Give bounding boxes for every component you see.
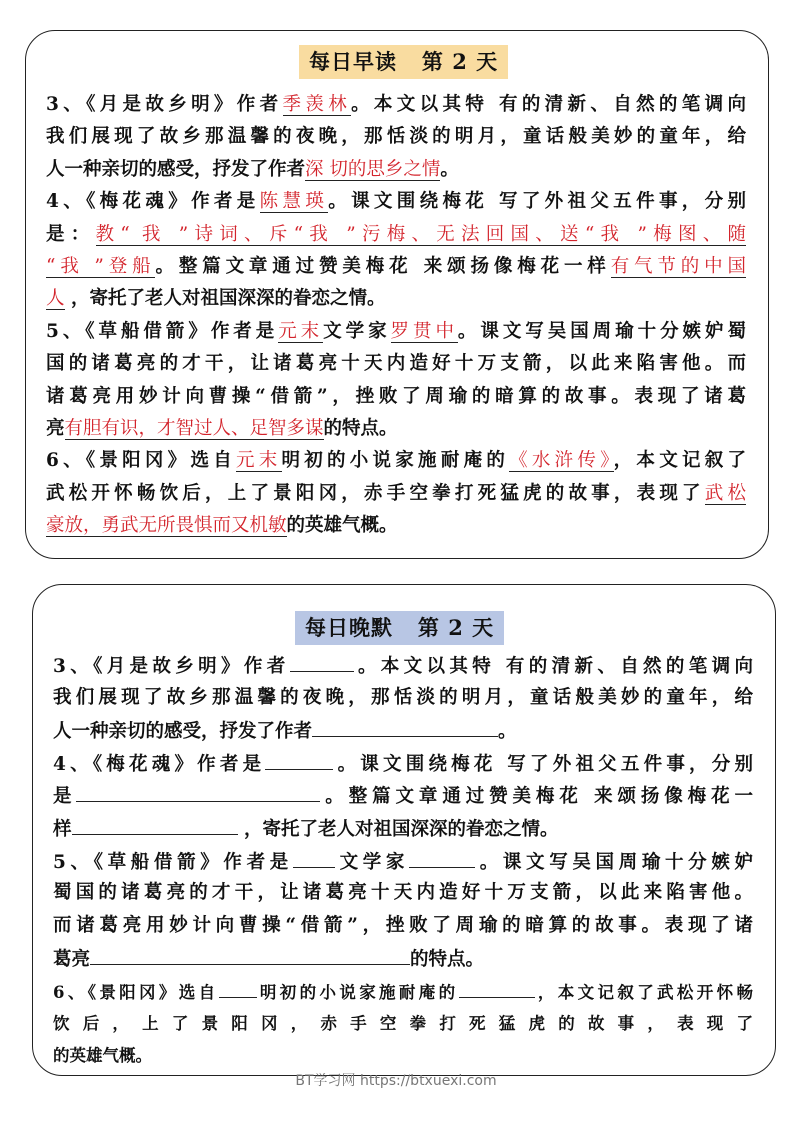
text: 。整篇文章通过赞美梅花 来颂扬像梅花一 <box>320 786 753 808</box>
text: 。整篇文章通过赞美梅花 来颂扬像梅花一样 <box>155 255 611 277</box>
answer-blank[interactable] <box>219 975 257 998</box>
morning-title: 每日早读 第 2 天 <box>299 45 508 79</box>
answer: 陈慧瑛 <box>259 191 329 213</box>
item-6 <box>46 445 746 542</box>
text: 。本文以其特 有的清新、自然的笔调向 <box>353 656 753 677</box>
text: 明初的小说家施耐庵的 <box>281 450 510 472</box>
item-4 <box>53 747 753 845</box>
answer: 豪放，勇武无所畏惧而又机敏 <box>46 515 287 537</box>
answer: 元末 <box>278 320 324 342</box>
text: ，本文记叙了 <box>613 450 746 472</box>
answer: 深 切的思乡之情 <box>305 158 441 180</box>
answer: 元末 <box>235 450 282 472</box>
text: 武松开怀畅饮后，上了景阳冈，赤手空拳打死猛虎的故事，表现了 <box>46 482 705 504</box>
text: 人一种亲切的感受，抒发了作者 <box>46 158 306 180</box>
answer-blank[interactable] <box>312 714 498 737</box>
text: 国的诸葛亮的才干，让诸葛亮十天内造好十万支箭，以此来陷害他。而 <box>46 353 746 375</box>
text: 4、《梅花魂》作者是 <box>46 191 260 213</box>
answer-blank[interactable] <box>290 649 354 672</box>
text: 蜀国的诸葛亮的才干，让诸葛亮十天内造好十万支箭，以此来陷害他。 <box>53 882 753 904</box>
evening-content <box>53 649 753 1073</box>
answer-blank[interactable] <box>293 845 335 868</box>
text: ，本文记叙了武松开怀畅 <box>534 982 754 1002</box>
text: 葛亮 <box>53 949 91 971</box>
text: 人一种亲切的感受，抒发了作者 <box>53 721 313 743</box>
text: 明初的小说家施耐庵的 <box>256 982 459 1002</box>
text: 诸葛亮用妙计向曹操“借箭”，挫败了周瑜的暗算的故事。表现了诸葛 <box>46 385 746 407</box>
text: 我们展现了故乡那温馨的夜晚，那恬淡的明月，童话般美妙的童年，给 <box>46 126 746 148</box>
text: 5、《草船借箭》作者是 <box>46 320 279 342</box>
text: 是： <box>46 223 96 245</box>
text: ，寄托了老人对祖国深深的眷恋之情。 <box>64 288 386 310</box>
answer: 有胆有识，才智过人、足智多谋 <box>64 417 324 439</box>
text: 的英雄气概。 <box>286 515 398 537</box>
text: 的英雄气概。 <box>53 1046 152 1066</box>
item-5 <box>53 845 753 975</box>
text: ，寄托了老人对祖国深深的眷恋之情。 <box>237 818 559 840</box>
item-5 <box>46 316 746 446</box>
text: 的特点。 <box>323 417 398 439</box>
item-3 <box>53 649 753 747</box>
text: 。课文围绕梅花 写了外祖父五件事，分别 <box>328 191 746 213</box>
text: 而诸葛亮用妙计向曹操“借箭”，挫败了周瑜的暗算的故事。表现了诸 <box>53 914 753 936</box>
text: 。课文写吴国周瑜十分嫉妒蜀 <box>457 320 746 342</box>
answer: 《水浒传》 <box>509 450 614 472</box>
answer: “我 ”登船 <box>46 255 156 277</box>
text: 。 <box>440 158 459 180</box>
text: 5、《草船借箭》作者是 <box>53 851 293 873</box>
text: 文学家 <box>334 851 410 873</box>
answer: 罗贯中 <box>390 320 458 342</box>
answer-blank[interactable] <box>459 975 535 998</box>
text: 6、《景阳冈》选自 <box>46 450 236 472</box>
answer: 武松 <box>704 482 746 504</box>
text: 的特点。 <box>410 949 485 971</box>
answer: 有气节的中国 <box>610 255 747 277</box>
text: 。课文写吴国周瑜十分嫉妒 <box>475 851 753 873</box>
morning-reading-card <box>25 30 769 559</box>
text: 是 <box>53 786 77 808</box>
answer-blank[interactable] <box>76 779 320 802</box>
text: 样 <box>53 818 72 840</box>
text: 。课文围绕梅花 写了外祖父五件事，分别 <box>333 753 753 775</box>
text: 饮后，上了景阳冈，赤手空拳打死猛虎的故事，表现了 <box>53 1013 753 1033</box>
answer-blank[interactable] <box>72 812 238 835</box>
text: 3、《月是故乡明》作者 <box>53 656 290 677</box>
item-6 <box>53 975 753 1073</box>
text: 4、《梅花魂》作者是 <box>53 753 266 775</box>
answer: 教“ 我 ”诗词、斥“我 ”污梅、无法回国、送“我 ”梅图、随 <box>95 223 746 245</box>
morning-content <box>46 89 746 542</box>
text: 6、《景阳冈》选自 <box>53 982 219 1002</box>
item-3 <box>46 89 746 186</box>
answer: 季羡林 <box>282 94 352 115</box>
text: 文学家 <box>323 320 391 342</box>
text: 亮 <box>46 417 65 439</box>
answer-blank[interactable] <box>90 942 410 965</box>
item-4 <box>46 186 746 316</box>
watermark: BT学习网 https://btxuexi.com <box>295 1073 497 1089</box>
text: 。 <box>498 721 517 743</box>
answer: 人 <box>46 288 65 310</box>
text: 我们展现了故乡那温馨的夜晚，那恬淡的明月，童话般美妙的童年，给 <box>53 686 753 708</box>
evening-dictation-card <box>32 584 776 1076</box>
text: 。本文以其特 有的清新、自然的笔调向 <box>351 94 746 115</box>
answer-blank[interactable] <box>265 747 333 770</box>
answer-blank[interactable] <box>409 845 475 868</box>
text: 3、《月是故乡明》作者 <box>46 94 283 115</box>
evening-title: 每日晚默 第 2 天 <box>295 611 504 645</box>
